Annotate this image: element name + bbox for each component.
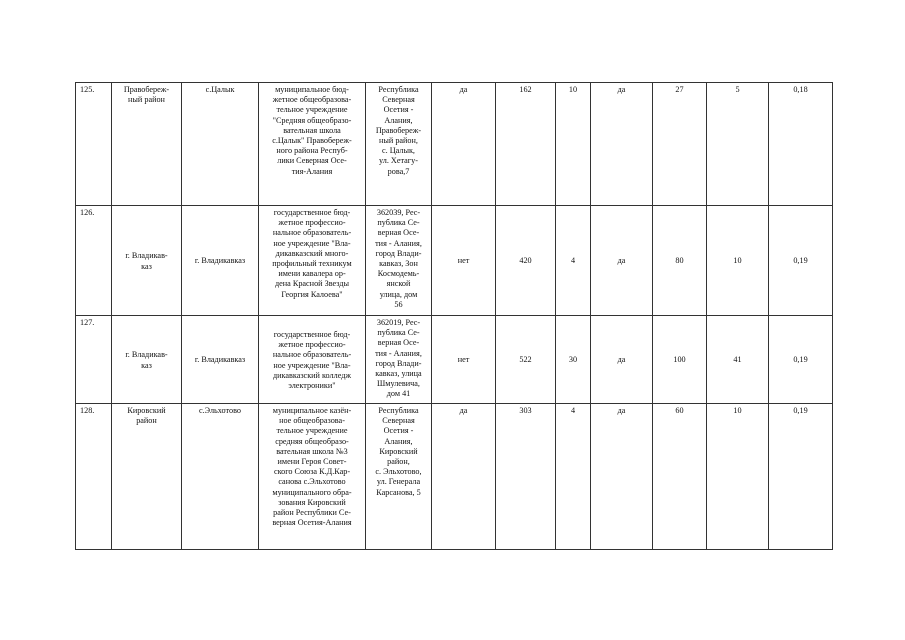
row-number: 125. bbox=[76, 83, 112, 206]
value-cell: 4 bbox=[556, 206, 591, 316]
value-cell: 522 bbox=[496, 316, 556, 404]
district-cell: Кировский район bbox=[112, 404, 182, 550]
value-cell: 0,19 bbox=[769, 206, 833, 316]
table-row bbox=[76, 206, 833, 316]
value-cell: 0,19 bbox=[769, 404, 833, 550]
address-cell: Республика Северная Осетия - Алания, Правобереж- ный район, с. Цалык, ул. Хетагу- рова,7 bbox=[366, 83, 432, 206]
value-cell: 5 bbox=[707, 83, 769, 206]
value-cell: нет bbox=[432, 206, 496, 316]
value-cell: 0,18 bbox=[769, 83, 833, 206]
district-cell: г. Владикав- каз bbox=[112, 206, 182, 316]
row-number: 126. bbox=[76, 206, 112, 316]
value-cell: 162 bbox=[496, 83, 556, 206]
value-cell: нет bbox=[432, 316, 496, 404]
value-cell: 80 bbox=[653, 206, 707, 316]
institution-cell: государственное бюд- жетное профессио- нальное образователь- ное учреждение "Вла- дикавказский много- профильный техникум имени кавалера ор- дена Красной Звезды Георгия Калоева" bbox=[259, 206, 366, 316]
value-cell: 27 bbox=[653, 83, 707, 206]
row-number: 127. bbox=[76, 316, 112, 404]
value-cell: 10 bbox=[707, 404, 769, 550]
settlement-cell: г. Владикавказ bbox=[182, 316, 259, 404]
address-cell: Республика Северная Осетия - Алания, Кировский район, с. Эльхотово, ул. Генерала Карсанова, 5 bbox=[366, 404, 432, 550]
value-cell: 303 bbox=[496, 404, 556, 550]
settlement-cell: с.Цалык bbox=[182, 83, 259, 206]
settlement-cell: г. Владикавказ bbox=[182, 206, 259, 316]
data-table-container bbox=[75, 82, 833, 550]
table-row bbox=[76, 404, 833, 550]
value-cell: да bbox=[432, 404, 496, 550]
institution-cell: муниципальное казён- ное общеобразова- тельное учреждение средняя общеобразо- вательная школа №3 имени Героя Совет- ского Союза К.Д.Кар- санова с.Эльхотово муниципального обра- зования Кировский район Республики Се- верная Осетия-Алания bbox=[259, 404, 366, 550]
data-table bbox=[75, 82, 833, 550]
value-cell: 4 bbox=[556, 404, 591, 550]
value-cell: 100 bbox=[653, 316, 707, 404]
value-cell: да bbox=[591, 316, 653, 404]
value-cell: да bbox=[591, 206, 653, 316]
value-cell: да bbox=[591, 83, 653, 206]
district-cell: г. Владикав- каз bbox=[112, 316, 182, 404]
institution-cell: муниципальное бюд- жетное общеобразова- тельное учреждение "Средняя общеобразо- вательная школа с.Цалык" Правобереж- ного района Респуб- лики Северная Осе- тия-Алания bbox=[259, 83, 366, 206]
table-row bbox=[76, 316, 833, 404]
institution-cell: государственное бюд- жетное профессио- нальное образователь- ное учреждение "Вла- дикавказский колледж электроники" bbox=[259, 316, 366, 404]
value-cell: да bbox=[432, 83, 496, 206]
value-cell: 30 bbox=[556, 316, 591, 404]
address-cell: 362019, Рес- публика Се- верная Осе- тия - Алания, город Влади- кавказ, улица Шмулевича, дом 41 bbox=[366, 316, 432, 404]
row-number: 128. bbox=[76, 404, 112, 550]
district-cell: Правобереж- ный район bbox=[112, 83, 182, 206]
value-cell: 0,19 bbox=[769, 316, 833, 404]
value-cell: 10 bbox=[556, 83, 591, 206]
value-cell: 10 bbox=[707, 206, 769, 316]
value-cell: 420 bbox=[496, 206, 556, 316]
settlement-cell: с.Эльхотово bbox=[182, 404, 259, 550]
address-cell: 362039, Рес- публика Се- верная Осе- тия - Алания, город Влади- кавказ, Зон Космодемь- янской улица, дом 56 bbox=[366, 206, 432, 316]
value-cell: да bbox=[591, 404, 653, 550]
value-cell: 60 bbox=[653, 404, 707, 550]
table-row bbox=[76, 83, 833, 206]
value-cell: 41 bbox=[707, 316, 769, 404]
